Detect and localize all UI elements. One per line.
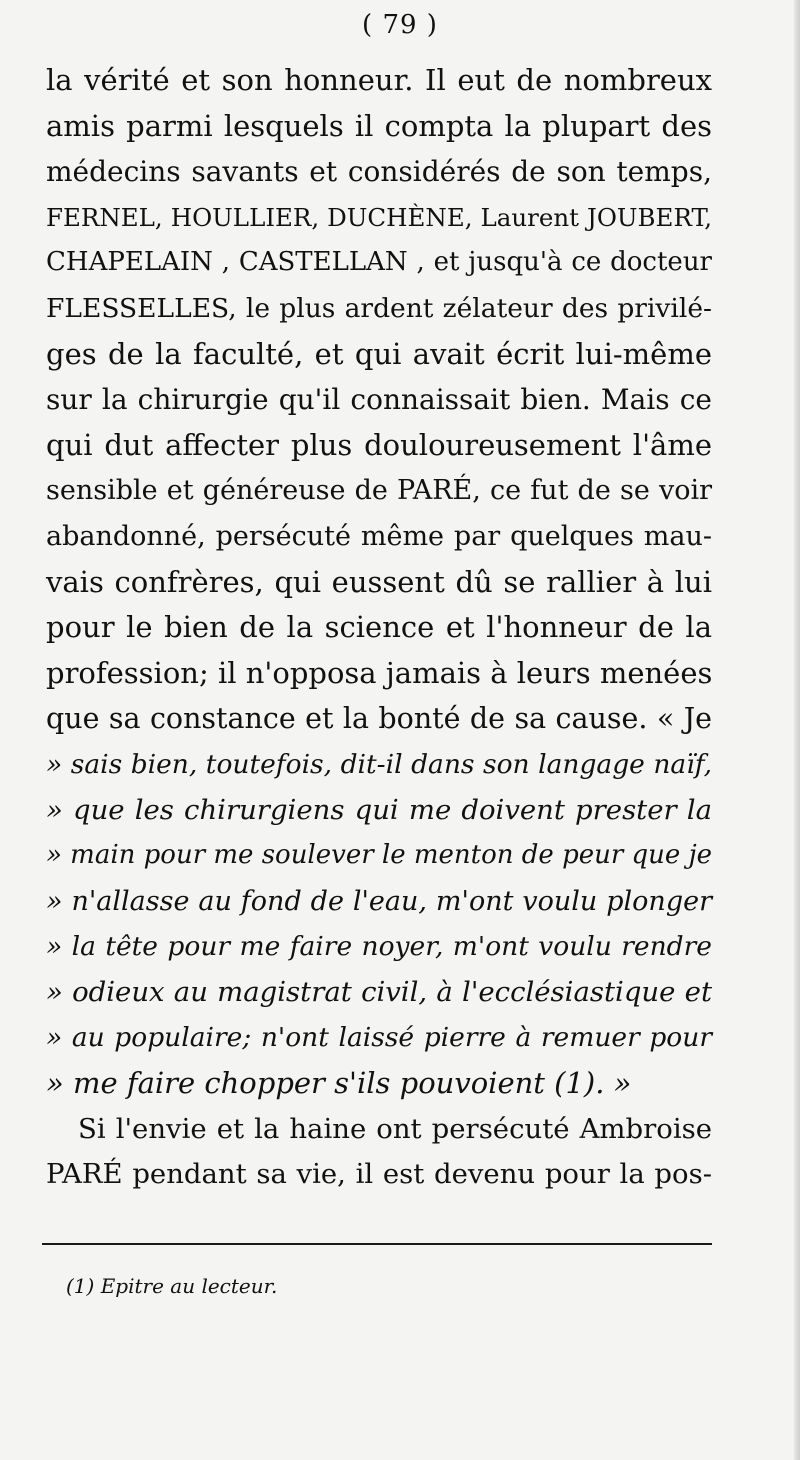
text-line: médecins savants et considérés de son temps, [46, 155, 712, 189]
text-line: sensible et généreuse de PARÉ, ce fut de se voir [46, 475, 712, 507]
quote-line: » sais bien, toutefois, dit-il dans son langage naïf, [46, 748, 712, 780]
quote-line: » n'allasse au fond de l'eau, m'ont voulu plonger [46, 885, 712, 917]
footnote: (1) Epitre au lecteur. [66, 1274, 278, 1298]
text-line: ges de la faculté, et qui avait écrit lui-même [46, 336, 712, 371]
body-text [46, 58, 712, 1198]
text-line: CHAPELAIN , CASTELLAN , et jusqu'à ce docteur [46, 247, 712, 278]
quote-line: » que les chirurgiens qui me doivent prester la [46, 793, 712, 826]
page-number: ( 79 ) [362, 10, 438, 40]
quote-line: » la tête pour me faire noyer, m'ont voulu rendre [46, 931, 712, 963]
text-line: la vérité et son honneur. Il eut de nombreux [46, 63, 712, 97]
text-line: FLESSELLES, le plus ardent zélateur des privilé- [46, 292, 712, 324]
footnote-rule [42, 1243, 712, 1245]
text-line: que sa constance et la bonté de sa cause. « Je [46, 702, 712, 736]
text-line: qui dut affecter plus douloureusement l'âme [46, 427, 712, 462]
text-line: Si l'envie et la haine ont persécuté Ambroise [78, 1112, 712, 1145]
page-edge [794, 0, 800, 1460]
text-line: profession; il n'opposa jamais à leurs menées [46, 655, 713, 690]
text-line: sur la chirurgie qu'il connaissait bien. Mais ce [46, 383, 712, 417]
text-line: abandonné, persécuté même par quelques mau- [46, 520, 712, 552]
text-line: vais confrères, qui eussent dû se rallier à lui [46, 564, 712, 599]
text-line: pour le bien de la science et l'honneur de la [46, 610, 712, 645]
quote-line: » me faire chopper s'ils pouvoient (1). » [46, 1066, 632, 1101]
text-line: FERNEL, HOULLIER, DUCHÈNE, Laurent JOUBERT, [46, 202, 712, 232]
quote-line: » main pour me soulever le menton de peur que je [46, 840, 713, 871]
text-line: amis parmi lesquels il compta la plupart des [46, 108, 712, 143]
quote-line: » au populaire; n'ont laissé pierre à remuer pour [46, 1022, 712, 1054]
quote-line: » odieux au magistrat civil, à l'ecclésiastique et [46, 975, 712, 1008]
text-line: PARÉ pendant sa vie, il est devenu pour la pos- [46, 1158, 712, 1191]
